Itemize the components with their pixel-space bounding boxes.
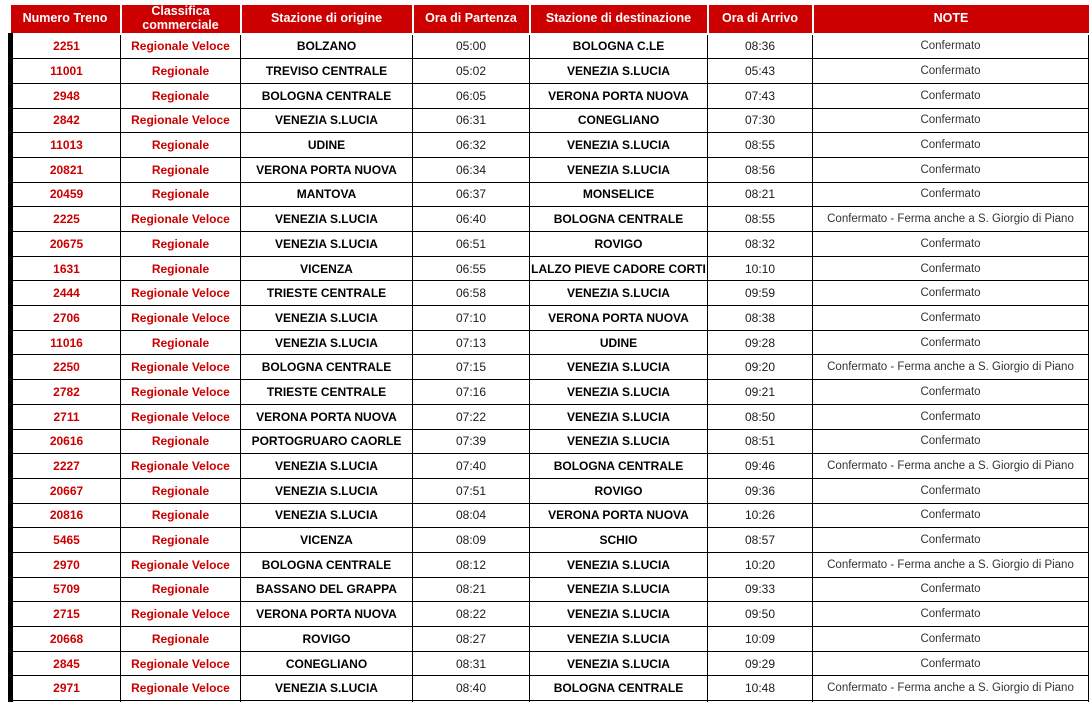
cell-origine: VENEZIA S.LUCIA xyxy=(241,330,413,355)
cell-classifica: Regionale Veloce xyxy=(121,306,241,331)
column-header-partenza: Ora di Partenza xyxy=(413,4,530,34)
cell-note: Confermato - Ferma anche a S. Giorgio di Piano xyxy=(813,676,1089,701)
cell-partenza: 07:22 xyxy=(413,404,530,429)
table-row xyxy=(11,380,1089,405)
cell-numero: 20459 xyxy=(11,182,121,207)
cell-origine: TREVISO CENTRALE xyxy=(241,59,413,84)
cell-note: Confermato xyxy=(813,528,1089,553)
cell-classifica: Regionale xyxy=(121,157,241,182)
cell-origine: BOLZANO xyxy=(241,34,413,59)
cell-note: Confermato xyxy=(813,478,1089,503)
cell-partenza: 07:10 xyxy=(413,306,530,331)
cell-classifica: Regionale xyxy=(121,429,241,454)
cell-note: Confermato xyxy=(813,157,1089,182)
cell-numero: 1631 xyxy=(11,256,121,281)
table-row xyxy=(11,281,1089,306)
cell-note: Confermato xyxy=(813,34,1089,59)
cell-note: Confermato xyxy=(813,59,1089,84)
cell-origine: TRIESTE CENTRALE xyxy=(241,380,413,405)
cell-destinazione: UDINE xyxy=(530,330,708,355)
cell-destinazione: VENEZIA S.LUCIA xyxy=(530,281,708,306)
cell-partenza: 06:55 xyxy=(413,256,530,281)
cell-origine: BOLOGNA CENTRALE xyxy=(241,552,413,577)
cell-partenza: 05:00 xyxy=(413,34,530,59)
cell-numero: 20821 xyxy=(11,157,121,182)
table-row xyxy=(11,256,1089,281)
cell-origine: VENEZIA S.LUCIA xyxy=(241,478,413,503)
cell-origine: VENEZIA S.LUCIA xyxy=(241,503,413,528)
cell-note: Confermato - Ferma anche a S. Giorgio di Piano xyxy=(813,552,1089,577)
cell-destinazione: VENEZIA S.LUCIA xyxy=(530,157,708,182)
cell-arrivo: 07:30 xyxy=(708,108,813,133)
cell-classifica: Regionale Veloce xyxy=(121,34,241,59)
table-row xyxy=(11,306,1089,331)
column-header-numero: Numero Treno xyxy=(11,4,121,34)
cell-classifica: Regionale xyxy=(121,232,241,257)
cell-arrivo: 08:38 xyxy=(708,306,813,331)
cell-classifica: Regionale xyxy=(121,133,241,158)
cell-classifica: Regionale Veloce xyxy=(121,552,241,577)
cell-partenza: 06:51 xyxy=(413,232,530,257)
cell-numero: 11016 xyxy=(11,330,121,355)
cell-numero: 2842 xyxy=(11,108,121,133)
cell-numero: 20816 xyxy=(11,503,121,528)
table-row xyxy=(11,528,1089,553)
cell-note: Confermato xyxy=(813,577,1089,602)
cell-partenza: 06:34 xyxy=(413,157,530,182)
cell-partenza: 07:39 xyxy=(413,429,530,454)
cell-arrivo: 08:57 xyxy=(708,528,813,553)
table-row xyxy=(11,627,1089,652)
cell-partenza: 07:51 xyxy=(413,478,530,503)
cell-partenza: 08:31 xyxy=(413,651,530,676)
cell-arrivo: 09:33 xyxy=(708,577,813,602)
cell-numero: 2706 xyxy=(11,306,121,331)
cell-partenza: 06:40 xyxy=(413,207,530,232)
cell-partenza: 08:09 xyxy=(413,528,530,553)
table-row xyxy=(11,602,1089,627)
cell-arrivo: 09:46 xyxy=(708,454,813,479)
cell-note: Confermato xyxy=(813,83,1089,108)
cell-destinazione: VENEZIA S.LUCIA xyxy=(530,404,708,429)
cell-partenza: 06:32 xyxy=(413,133,530,158)
cell-note: Confermato xyxy=(813,281,1089,306)
header-row xyxy=(11,4,1089,34)
column-header-destinazione: Stazione di destinazione xyxy=(530,4,708,34)
cell-note: Confermato xyxy=(813,232,1089,257)
cell-arrivo: 08:21 xyxy=(708,182,813,207)
cell-destinazione: SCHIO xyxy=(530,528,708,553)
cell-origine: BOLOGNA CENTRALE xyxy=(241,83,413,108)
cell-arrivo: 09:20 xyxy=(708,355,813,380)
cell-origine: TRIESTE CENTRALE xyxy=(241,281,413,306)
cell-arrivo: 09:28 xyxy=(708,330,813,355)
cell-note: Confermato - Ferma anche a S. Giorgio di Piano xyxy=(813,454,1089,479)
cell-arrivo: 08:51 xyxy=(708,429,813,454)
cell-destinazione: BOLOGNA CENTRALE xyxy=(530,676,708,701)
cell-arrivo: 08:55 xyxy=(708,133,813,158)
cell-partenza: 08:12 xyxy=(413,552,530,577)
table-row xyxy=(11,429,1089,454)
table-row xyxy=(11,503,1089,528)
table-row xyxy=(11,34,1089,59)
cell-destinazione: VENEZIA S.LUCIA xyxy=(530,355,708,380)
cell-note: Confermato xyxy=(813,602,1089,627)
cell-origine: VENEZIA S.LUCIA xyxy=(241,454,413,479)
cell-classifica: Regionale xyxy=(121,577,241,602)
cell-classifica: Regionale Veloce xyxy=(121,454,241,479)
cell-destinazione: MONSELICE xyxy=(530,182,708,207)
cell-note: Confermato xyxy=(813,330,1089,355)
column-header-classifica: Classifica commerciale xyxy=(121,4,241,34)
cell-destinazione: ROVIGO xyxy=(530,232,708,257)
cell-arrivo: 09:29 xyxy=(708,651,813,676)
cell-origine: BASSANO DEL GRAPPA xyxy=(241,577,413,602)
cell-origine: VENEZIA S.LUCIA xyxy=(241,232,413,257)
cell-origine: VENEZIA S.LUCIA xyxy=(241,207,413,232)
table-row xyxy=(11,454,1089,479)
cell-arrivo: 08:32 xyxy=(708,232,813,257)
cell-arrivo: 08:50 xyxy=(708,404,813,429)
cell-numero: 2251 xyxy=(11,34,121,59)
cell-note: Confermato xyxy=(813,182,1089,207)
cell-note: Confermato xyxy=(813,306,1089,331)
cell-classifica: Regionale Veloce xyxy=(121,108,241,133)
cell-arrivo: 07:43 xyxy=(708,83,813,108)
cell-origine: VENEZIA S.LUCIA xyxy=(241,306,413,331)
cell-numero: 2970 xyxy=(11,552,121,577)
cell-destinazione: VENEZIA S.LUCIA xyxy=(530,602,708,627)
cell-note: Confermato - Ferma anche a S. Giorgio di Piano xyxy=(813,355,1089,380)
cell-numero: 2227 xyxy=(11,454,121,479)
cell-classifica: Regionale xyxy=(121,59,241,84)
timetable-body xyxy=(11,34,1089,702)
table-row xyxy=(11,355,1089,380)
cell-arrivo: 10:10 xyxy=(708,256,813,281)
cell-arrivo: 10:48 xyxy=(708,676,813,701)
cell-numero: 5709 xyxy=(11,577,121,602)
cell-partenza: 07:13 xyxy=(413,330,530,355)
table-row xyxy=(11,207,1089,232)
cell-note: Confermato xyxy=(813,503,1089,528)
cell-classifica: Regionale xyxy=(121,330,241,355)
table-row xyxy=(11,232,1089,257)
cell-numero: 2225 xyxy=(11,207,121,232)
cell-note: Confermato xyxy=(813,429,1089,454)
cell-classifica: Regionale Veloce xyxy=(121,651,241,676)
cell-numero: 2971 xyxy=(11,676,121,701)
cell-note: Confermato xyxy=(813,108,1089,133)
cell-arrivo: 10:20 xyxy=(708,552,813,577)
cell-classifica: Regionale Veloce xyxy=(121,404,241,429)
cell-partenza: 07:40 xyxy=(413,454,530,479)
cell-partenza: 06:58 xyxy=(413,281,530,306)
cell-arrivo: 09:50 xyxy=(708,602,813,627)
cell-arrivo: 05:43 xyxy=(708,59,813,84)
cell-origine: VICENZA xyxy=(241,528,413,553)
cell-arrivo: 09:21 xyxy=(708,380,813,405)
cell-classifica: Regionale xyxy=(121,256,241,281)
cell-destinazione: ROVIGO xyxy=(530,478,708,503)
cell-destinazione: BOLOGNA CENTRALE xyxy=(530,207,708,232)
table-row xyxy=(11,59,1089,84)
cell-partenza: 07:15 xyxy=(413,355,530,380)
cell-destinazione: BOLOGNA C.LE xyxy=(530,34,708,59)
cell-destinazione: VERONA PORTA NUOVA xyxy=(530,83,708,108)
cell-numero: 5465 xyxy=(11,528,121,553)
cell-numero: 2845 xyxy=(11,651,121,676)
cell-arrivo: 08:56 xyxy=(708,157,813,182)
table-row xyxy=(11,676,1089,701)
cell-classifica: Regionale Veloce xyxy=(121,380,241,405)
table-row xyxy=(11,577,1089,602)
cell-arrivo: 08:55 xyxy=(708,207,813,232)
cell-note: Confermato xyxy=(813,256,1089,281)
cell-classifica: Regionale xyxy=(121,182,241,207)
cell-numero: 20675 xyxy=(11,232,121,257)
cell-numero: 2711 xyxy=(11,404,121,429)
cell-numero: 2782 xyxy=(11,380,121,405)
cell-classifica: Regionale Veloce xyxy=(121,355,241,380)
table-row xyxy=(11,108,1089,133)
cell-note: Confermato xyxy=(813,133,1089,158)
cell-origine: PORTOGRUARO CAORLE xyxy=(241,429,413,454)
cell-partenza: 05:02 xyxy=(413,59,530,84)
column-header-note: NOTE xyxy=(813,4,1089,34)
table-row xyxy=(11,182,1089,207)
cell-destinazione: VERONA PORTA NUOVA xyxy=(530,503,708,528)
column-header-arrivo: Ora di Arrivo xyxy=(708,4,813,34)
cell-partenza: 08:27 xyxy=(413,627,530,652)
cell-arrivo: 10:09 xyxy=(708,627,813,652)
timetable-header xyxy=(11,4,1089,34)
cell-note: Confermato xyxy=(813,651,1089,676)
cell-numero: 2948 xyxy=(11,83,121,108)
table-row xyxy=(11,478,1089,503)
cell-destinazione: VENEZIA S.LUCIA xyxy=(530,380,708,405)
cell-classifica: Regionale Veloce xyxy=(121,207,241,232)
table-row xyxy=(11,133,1089,158)
cell-classifica: Regionale Veloce xyxy=(121,602,241,627)
table-row xyxy=(11,157,1089,182)
cell-destinazione: VENEZIA S.LUCIA xyxy=(530,627,708,652)
cell-classifica: Regionale xyxy=(121,503,241,528)
cell-note: Confermato xyxy=(813,404,1089,429)
cell-origine: VICENZA xyxy=(241,256,413,281)
cell-destinazione: VENEZIA S.LUCIA xyxy=(530,577,708,602)
cell-partenza: 08:40 xyxy=(413,676,530,701)
cell-arrivo: 10:26 xyxy=(708,503,813,528)
cell-note: Confermato xyxy=(813,627,1089,652)
cell-numero: 2250 xyxy=(11,355,121,380)
table-row xyxy=(11,404,1089,429)
cell-destinazione: LALZO PIEVE CADORE CORTI xyxy=(530,256,708,281)
cell-destinazione: VENEZIA S.LUCIA xyxy=(530,59,708,84)
cell-destinazione: VENEZIA S.LUCIA xyxy=(530,429,708,454)
cell-partenza: 06:31 xyxy=(413,108,530,133)
cell-classifica: Regionale xyxy=(121,83,241,108)
cell-destinazione: VENEZIA S.LUCIA xyxy=(530,651,708,676)
cell-destinazione: BOLOGNA CENTRALE xyxy=(530,454,708,479)
table-row xyxy=(11,651,1089,676)
cell-classifica: Regionale Veloce xyxy=(121,281,241,306)
cell-origine: VENEZIA S.LUCIA xyxy=(241,676,413,701)
cell-origine: CONEGLIANO xyxy=(241,651,413,676)
cell-origine: MANTOVA xyxy=(241,182,413,207)
cell-partenza: 06:37 xyxy=(413,182,530,207)
cell-origine: VERONA PORTA NUOVA xyxy=(241,602,413,627)
cell-partenza: 06:05 xyxy=(413,83,530,108)
cell-destinazione: VENEZIA S.LUCIA xyxy=(530,552,708,577)
cell-partenza: 08:21 xyxy=(413,577,530,602)
table-row xyxy=(11,552,1089,577)
cell-partenza: 07:16 xyxy=(413,380,530,405)
cell-classifica: Regionale xyxy=(121,627,241,652)
cell-arrivo: 09:36 xyxy=(708,478,813,503)
cell-classifica: Regionale Veloce xyxy=(121,676,241,701)
cell-origine: VENEZIA S.LUCIA xyxy=(241,108,413,133)
cell-numero: 11001 xyxy=(11,59,121,84)
cell-destinazione: CONEGLIANO xyxy=(530,108,708,133)
cell-partenza: 08:04 xyxy=(413,503,530,528)
cell-note: Confermato - Ferma anche a S. Giorgio di Piano xyxy=(813,207,1089,232)
cell-arrivo: 08:36 xyxy=(708,34,813,59)
cell-destinazione: VENEZIA S.LUCIA xyxy=(530,133,708,158)
cell-arrivo: 09:59 xyxy=(708,281,813,306)
cell-numero: 2715 xyxy=(11,602,121,627)
train-timetable xyxy=(8,3,1089,702)
cell-numero: 20616 xyxy=(11,429,121,454)
cell-destinazione: VERONA PORTA NUOVA xyxy=(530,306,708,331)
cell-numero: 20667 xyxy=(11,478,121,503)
cell-numero: 2444 xyxy=(11,281,121,306)
table-row xyxy=(11,330,1089,355)
cell-origine: ROVIGO xyxy=(241,627,413,652)
cell-classifica: Regionale xyxy=(121,478,241,503)
cell-note: Confermato xyxy=(813,380,1089,405)
cell-origine: VERONA PORTA NUOVA xyxy=(241,157,413,182)
column-header-origine: Stazione di origine xyxy=(241,4,413,34)
table-row xyxy=(11,83,1089,108)
cell-origine: UDINE xyxy=(241,133,413,158)
cell-numero: 11013 xyxy=(11,133,121,158)
cell-partenza: 08:22 xyxy=(413,602,530,627)
cell-origine: BOLOGNA CENTRALE xyxy=(241,355,413,380)
cell-numero: 20668 xyxy=(11,627,121,652)
cell-origine: VERONA PORTA NUOVA xyxy=(241,404,413,429)
cell-classifica: Regionale xyxy=(121,528,241,553)
